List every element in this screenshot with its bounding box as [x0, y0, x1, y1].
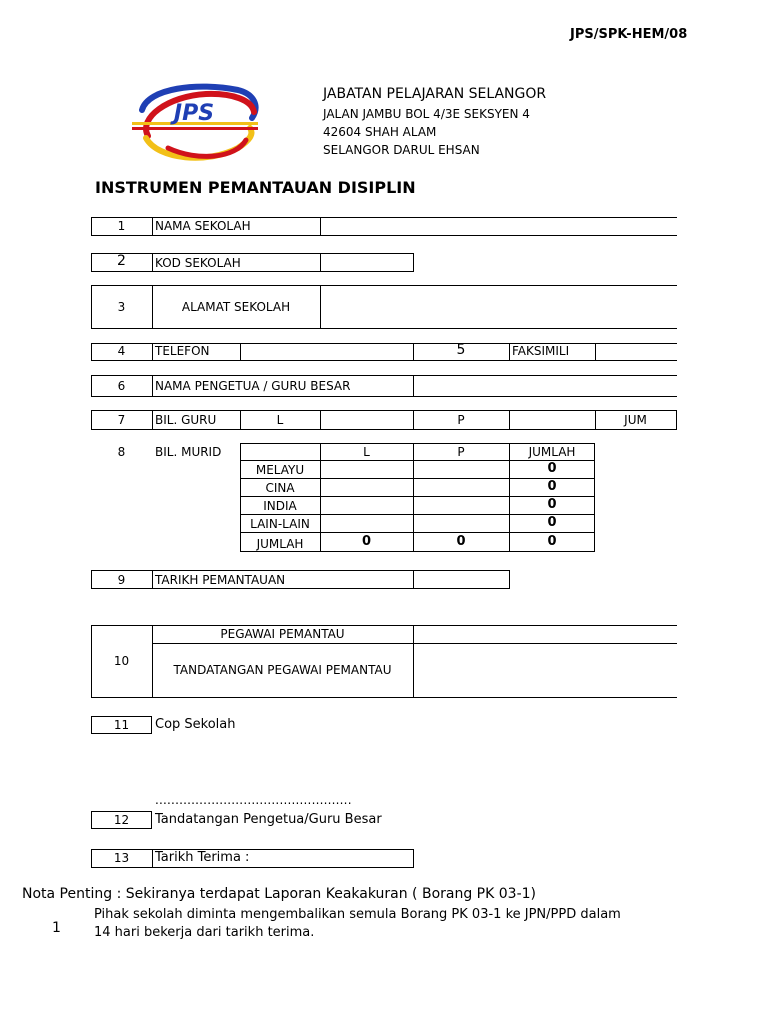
table-row-label: JUMLAH [256, 537, 304, 551]
table-header-l: L [363, 445, 370, 459]
table-row-label: INDIA [263, 499, 297, 513]
field-label: PEGAWAI PEMANTAU [220, 627, 345, 641]
india-l-input[interactable] [321, 497, 413, 514]
lain-lain-p-input[interactable] [414, 515, 509, 532]
row-number: 7 [117, 413, 126, 427]
row-number: 12 [113, 813, 130, 827]
signature-line: ................................................. [155, 793, 352, 807]
row-number: 4 [117, 344, 126, 358]
telefon-input[interactable] [241, 344, 412, 360]
note-number: 1 [52, 920, 61, 936]
india-p-input[interactable] [414, 497, 509, 514]
table-header-p: P [457, 445, 465, 459]
field-label: Tandatangan Pengetua/Guru Besar [155, 812, 382, 827]
row-number: 10 [113, 654, 130, 668]
kod-sekolah-input[interactable] [322, 254, 413, 271]
field-label: ALAMAT SEKOLAH [181, 300, 291, 314]
field-label: BIL. GURU [155, 413, 217, 427]
field-label: TANDATANGAN PEGAWAI PEMANTAU [173, 663, 392, 677]
row-number: 13 [113, 851, 130, 865]
field-label: TELEFON [155, 344, 210, 358]
jps-logo [128, 78, 264, 168]
row-number: 6 [117, 379, 126, 393]
field-label: Cop Sekolah [155, 717, 236, 732]
row-number: 2 [117, 253, 126, 269]
faksimili-input[interactable] [596, 344, 676, 360]
field-label: Tarikh Terima : [155, 850, 250, 865]
field-label: NAMA PENGETUA / GURU BESAR [155, 379, 351, 393]
address-line-2: 42604 SHAH ALAM [323, 125, 437, 139]
table-cell-total: 0 [547, 497, 557, 512]
col-label-jum: JUM [624, 413, 647, 427]
field-label: BIL. MURID [155, 445, 222, 459]
table-cell-total: 0 [547, 461, 557, 476]
row-number: 3 [117, 300, 126, 314]
field-label: KOD SEKOLAH [155, 256, 241, 270]
field-label: TARIKH PEMANTAUAN [155, 573, 286, 587]
tandatangan-pegawai-field[interactable] [414, 644, 676, 697]
address-line-1: JALAN JAMBU BOL 4/3E SEKSYEN 4 [323, 107, 530, 121]
note-heading: Nota Penting : Sekiranya terdapat Laporan Keakakuran ( Borang PK 03-1) [22, 886, 536, 902]
jps-logo-graphic [128, 78, 264, 168]
col-label-l: L [276, 413, 284, 427]
tarikh-terima-input[interactable] [260, 850, 413, 867]
cina-p-input[interactable] [414, 479, 509, 496]
guru-p-input[interactable] [510, 411, 595, 429]
pegawai-pemantau-input[interactable] [414, 626, 676, 643]
tarikh-pemantauan-input[interactable] [414, 571, 509, 588]
cina-l-input[interactable] [321, 479, 413, 496]
table-cell-total: 0 [547, 534, 557, 549]
form-title: INSTRUMEN PEMANTAUAN DISIPLIN [95, 178, 416, 197]
table-cell-total: 0 [547, 515, 557, 530]
note-line-1: Pihak sekolah diminta mengembalikan semula Borang PK 03-1 ke JPN/PPD dalam [94, 907, 621, 922]
guru-l-input[interactable] [321, 411, 413, 429]
logo-text: JPS [173, 101, 215, 126]
row-number: 9 [117, 573, 126, 587]
field-label: NAMA SEKOLAH [155, 219, 251, 233]
table-cell-total: 0 [456, 534, 466, 549]
org-name: JABATAN PELAJARAN SELANGOR [323, 86, 547, 102]
table-row-label: LAIN-LAIN [250, 517, 310, 531]
melayu-l-input[interactable] [321, 461, 413, 478]
table-cell-total: 0 [361, 534, 372, 549]
table-row-label: CINA [265, 481, 295, 495]
col-label-p: P [457, 413, 465, 427]
melayu-p-input[interactable] [414, 461, 509, 478]
alamat-sekolah-input[interactable] [322, 286, 676, 328]
note-line-2: 14 hari bekerja dari tarikh terima. [94, 925, 315, 940]
lain-lain-l-input[interactable] [321, 515, 413, 532]
row-number: 1 [117, 219, 126, 233]
table-row-label: MELAYU [255, 463, 305, 477]
address-line-3: SELANGOR DARUL EHSAN [323, 143, 480, 157]
document-code: JPS/SPK-HEM/08 [570, 27, 688, 42]
row-number: 5 [456, 342, 466, 358]
row-number: 8 [117, 445, 126, 459]
table-cell-total: 0 [547, 479, 557, 494]
row-number: 11 [113, 718, 130, 732]
nama-sekolah-input[interactable] [322, 218, 676, 235]
nama-pengetua-input[interactable] [414, 376, 676, 396]
table-header-jumlah: JUMLAH [528, 445, 576, 459]
field-label: FAKSIMILI [512, 344, 570, 358]
